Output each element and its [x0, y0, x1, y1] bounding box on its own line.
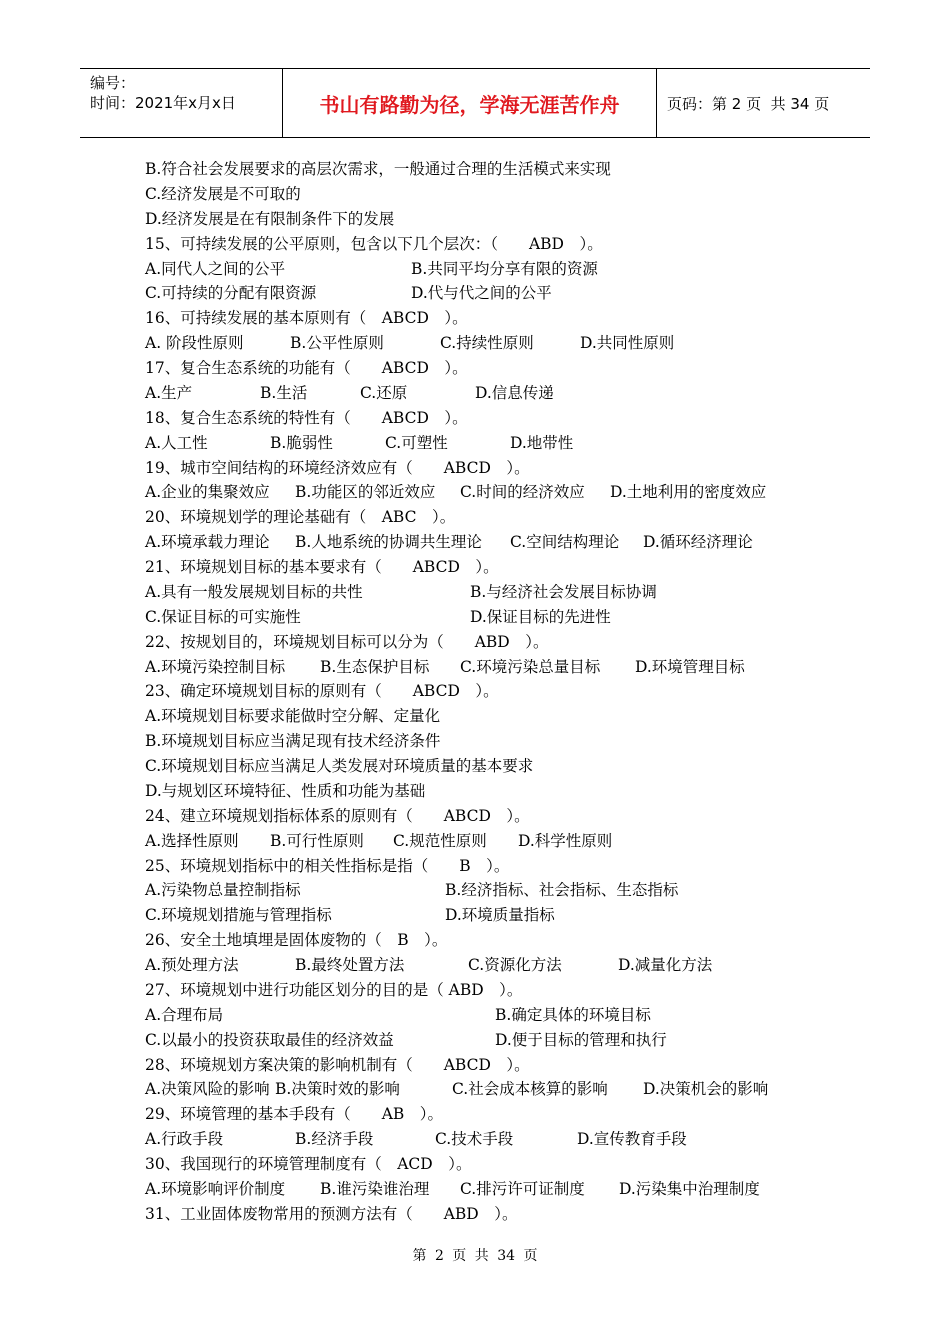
answer-option: B.生态保护目标	[320, 657, 430, 676]
answer-option: B.公平性原则	[290, 334, 384, 353]
answer-option: A.预处理方法	[145, 956, 239, 974]
answer-option: D.代与代之间的公平	[411, 284, 552, 303]
answer-option: C.社会成本核算的影响	[452, 1080, 608, 1099]
answer-option: D.污染集中治理制度	[619, 1179, 760, 1198]
header-page-info	[657, 69, 870, 137]
text-line: 22、按规划目的，环境规划目标可以分为（ ABD ）。	[145, 632, 549, 651]
document-time-label: 时间：2021年x月x日	[90, 94, 236, 112]
answer-option: A.企业的集聚效应	[145, 483, 270, 502]
document-number-label: 编号：	[90, 74, 136, 92]
answer-option: D.便于目标的管理和执行	[495, 1030, 667, 1049]
answer-option: C.环境规划措施与管理指标	[145, 906, 332, 925]
answer-option: A.环境承载力理论	[145, 533, 270, 552]
answer-option: A.环境污染控制目标	[145, 657, 286, 676]
answer-option: C.资源化方法	[468, 956, 562, 974]
answer-option: B.功能区的邻近效应	[295, 483, 436, 502]
header-motto	[283, 69, 657, 137]
text-line: 21、环境规划目标的基本要求有（ ABCD ）。	[145, 558, 499, 576]
answer-option: D.决策机会的影响	[643, 1080, 769, 1099]
answer-option: C.保证目标的可实施性	[145, 607, 301, 626]
answer-option: C.还原	[360, 383, 408, 402]
text-line	[145, 530, 825, 555]
answer-option: C.可塑性	[385, 433, 448, 452]
text-line	[145, 257, 825, 282]
answer-option: D.宣传教育手段	[577, 1130, 687, 1149]
answer-option: C.持续性原则	[440, 334, 534, 353]
text-line: 29、环境管理的基本手段有（ AB ）。	[145, 1105, 444, 1124]
answer-option: D.保证目标的先进性	[470, 607, 611, 626]
answer-option: D.信息传递	[475, 383, 554, 402]
answer-option: C.时间的经济效应	[460, 483, 585, 502]
text-line: D.与规划区环境特征、性质和功能为基础	[145, 781, 426, 800]
text-line: 18、复合生态系统的特性有（ ABCD ）。	[145, 408, 468, 427]
answer-option: D.减量化方法	[618, 956, 713, 974]
answer-option: B.经济手段	[295, 1130, 374, 1149]
text-line	[145, 1028, 825, 1053]
answer-option: B.经济指标、社会指标、生态指标	[445, 881, 679, 900]
answer-option: B.共同平均分享有限的资源	[411, 259, 598, 278]
answer-option: A.具有一般发展规划目标的共性	[145, 582, 363, 601]
answer-option: B.生活	[260, 383, 308, 402]
text-line	[145, 331, 825, 356]
text-line: 27、环境规划中进行功能区划分的目的是（ ABD ）。	[145, 980, 523, 999]
text-line	[145, 903, 825, 928]
text-line: B.环境规划目标应当满足现有技术经济条件	[145, 732, 441, 751]
text-line	[145, 1077, 825, 1102]
answer-option: B.可行性原则	[270, 831, 364, 850]
footer-page-number: 第 2 页 共 34 页	[412, 1248, 538, 1264]
answer-option: A.合理布局	[145, 1005, 224, 1024]
text-line: A.环境规划目标要求能做时空分解、定量化	[145, 707, 441, 726]
text-line: D.经济发展是在有限制条件下的发展	[145, 209, 395, 228]
answer-option: B.脆弱性	[270, 433, 333, 452]
answer-option: B.最终处置方法	[295, 956, 405, 974]
text-line: 17、复合生态系统的功能有（ ABCD ）。	[145, 359, 468, 377]
text-line	[145, 605, 825, 630]
answer-option: D.地带性	[510, 433, 574, 452]
text-line: 15、可持续发展的公平原则，包含以下几个层次：（ ABD ）。	[145, 234, 603, 253]
answer-option: C.排污许可证制度	[460, 1179, 585, 1198]
text-line: 28、环境规划方案决策的影响机制有（ ABCD ）。	[145, 1055, 530, 1074]
answer-option: B.与经济社会发展目标协调	[470, 582, 657, 601]
text-line: 19、城市空间结构的环境经济效应有（ ABCD ）。	[145, 458, 530, 477]
answer-option: D.共同性原则	[580, 334, 675, 353]
question-list	[145, 157, 825, 1227]
answer-option: A.人工性	[145, 433, 208, 452]
answer-option: A.决策风险的影响	[145, 1080, 270, 1099]
answer-option: A.选择性原则	[145, 831, 239, 850]
answer-option: C.环境污染总量目标	[460, 657, 601, 676]
header-meta	[80, 69, 283, 137]
answer-option: B.谁污染谁治理	[320, 1179, 430, 1198]
text-line: 24、建立环境规划指标体系的原则有（ ABCD ）。	[145, 806, 530, 825]
page-footer	[0, 1245, 950, 1265]
text-line	[145, 281, 825, 306]
answer-option: C.规范性原则	[393, 831, 487, 850]
text-line	[145, 381, 825, 406]
page-number-label: 页码：第 2 页 共 34 页	[667, 94, 830, 113]
answer-option: A.环境影响评价制度	[145, 1179, 286, 1198]
answer-option: A.行政手段	[145, 1130, 224, 1149]
answer-option: A.污染物总量控制指标	[145, 881, 301, 900]
text-line	[145, 1003, 825, 1028]
text-line	[145, 655, 825, 680]
text-line: C.环境规划目标应当满足人类发展对环境质量的基本要求	[145, 757, 534, 775]
answer-option: A.同代人之间的公平	[145, 259, 286, 278]
answer-option: C.可持续的分配有限资源	[145, 284, 317, 303]
answer-option: C.技术手段	[435, 1130, 514, 1149]
text-line	[145, 431, 825, 456]
answer-option: B.确定具体的环境目标	[495, 1005, 651, 1024]
answer-option: A. 阶段性原则	[145, 334, 244, 353]
answer-option: D.环境质量指标	[445, 906, 555, 925]
text-line	[145, 829, 825, 854]
text-line: 23、确定环境规划目标的原则有（ ABCD ）。	[145, 682, 499, 701]
answer-option: B.决策时效的影响	[275, 1080, 400, 1099]
text-line: 30、我国现行的环境管理制度有（ ACD ）。	[145, 1155, 472, 1173]
answer-option: D.科学性原则	[518, 831, 613, 850]
text-line	[145, 1177, 825, 1202]
text-line: 31、工业固体废物常用的预测方法有（ ABD ）。	[145, 1204, 518, 1223]
text-line	[145, 953, 825, 978]
text-line: 20、环境规划学的理论基础有（ ABC ）。	[145, 508, 456, 527]
answer-option: C.以最小的投资获取最佳的经济效益	[145, 1030, 394, 1049]
text-line	[145, 480, 825, 505]
answer-option: D.土地利用的密度效应	[610, 483, 767, 502]
answer-option: A.生产	[145, 383, 193, 402]
text-line	[145, 1127, 825, 1152]
page-header	[80, 68, 870, 138]
answer-option: B.人地系统的协调共生理论	[295, 533, 482, 552]
text-line	[145, 580, 825, 605]
text-line: 16、可持续发展的基本原则有（ ABCD ）。	[145, 309, 468, 328]
answer-option: C.空间结构理论	[510, 533, 620, 552]
text-line: C.经济发展是不可取的	[145, 184, 301, 203]
text-line: 25、环境规划指标中的相关性指标是指（ B ）。	[145, 856, 510, 875]
text-line: 26、安全土地填埋是固体废物的（ B ）。	[145, 931, 448, 950]
text-line: B.符合社会发展要求的高层次需求，一般通过合理的生活模式来实现	[145, 160, 611, 178]
answer-option: D.环境管理目标	[635, 657, 745, 676]
answer-option: D.循环经济理论	[643, 533, 753, 552]
motto-text: 书山有路勤为径，学海无涯苦作舟	[319, 92, 620, 117]
text-line	[145, 878, 825, 903]
